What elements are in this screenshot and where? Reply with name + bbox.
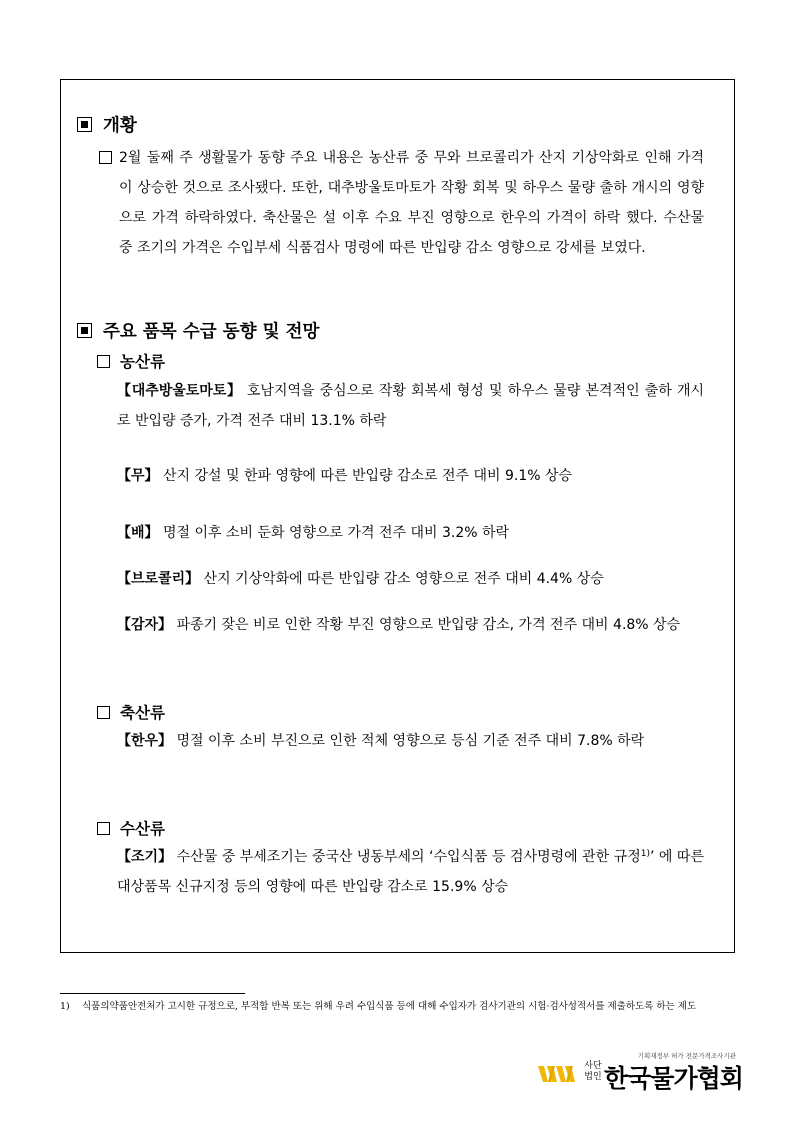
livestock-heading	[97, 701, 165, 723]
agri-item-radish	[117, 461, 704, 491]
empty-square-bullet-icon	[99, 151, 112, 164]
item-text: 산지 강설 및 한파 영향에 따른 반입량 감소로 전주 대비 9.1% 상승	[158, 468, 573, 484]
footnote	[60, 998, 735, 1015]
footnote-number: 1)	[60, 1001, 70, 1012]
logo-name: 한국물가협회	[604, 1064, 743, 1093]
item-text: 명절 이후 소비 부진으로 인한 적체 영향으로 등심 기준 전주 대비 7.8% 하락	[172, 733, 645, 749]
filled-square-bullet-icon	[77, 117, 92, 132]
fishery-item-croaker	[117, 842, 704, 902]
organization-logo	[538, 1051, 743, 1093]
overview-heading-text: 개황	[103, 116, 137, 136]
footnote-divider	[60, 993, 245, 994]
item-tag: 【감자】	[117, 617, 173, 633]
agri-item-pear	[117, 518, 704, 548]
item-tag: 【배】	[117, 525, 159, 541]
logo-corp-line1: 사단	[584, 1061, 602, 1071]
logo-mark-icon	[538, 1063, 578, 1085]
overview-paragraph	[99, 143, 704, 263]
trends-heading-text: 주요 품목 수급 동향 및 전망	[103, 322, 320, 342]
empty-square-bullet-icon	[97, 706, 110, 719]
item-text-before: 수산물 중 부세조기는 중국산 냉동부세의 ‘수입식품 등 검사명령에 관한 규정	[172, 849, 641, 865]
item-tag: 【대추방울토마토】	[117, 383, 242, 399]
livestock-heading-text: 축산류	[120, 704, 165, 722]
item-text: 호남지역을 중심으로 작황 회복세 형성 및 하우스 물량 본격적인 출하 개시로 반입량 증가, 가격 전주 대비 13.1% 하락	[117, 383, 705, 429]
item-tag: 【한우】	[117, 733, 173, 749]
item-tag: 【브로콜리】	[117, 571, 200, 587]
agri-item-broccoli	[117, 564, 704, 594]
item-text: 파종기 잦은 비로 인한 작황 부진 영향으로 반입량 감소, 가격 전주 대비 4.8% 상승	[172, 617, 681, 633]
logo-corp-label	[583, 1061, 603, 1083]
item-text: 산지 기상악화에 따른 반입량 감소 영향으로 전주 대비 4.4% 상승	[199, 571, 604, 587]
agri-item-cherry-tomato	[117, 376, 704, 436]
agri-heading-text: 농산류	[120, 353, 165, 371]
footnote-reference[interactable]: 1)	[640, 849, 650, 859]
item-tag: 【무】	[117, 468, 159, 484]
item-tag: 【조기】	[117, 849, 173, 865]
fishery-heading	[97, 817, 165, 839]
logo-corp-line2: 법인	[584, 1072, 602, 1082]
content-box	[60, 79, 735, 953]
agri-heading	[97, 350, 165, 372]
fishery-heading-text: 수산류	[120, 820, 165, 838]
agri-item-potato	[117, 610, 704, 640]
trends-heading	[77, 318, 319, 343]
overview-paragraph-text: 2월 둘째 주 생활물가 동향 주요 내용은 농산류 중 무와 브로콜리가 산지 기상악화로 인해 가격이 상승한 것으로 조사됐다. 또한, 대추방울토마토가 작황 회복 및 하우스 물량 출하 개시의 영향으로 가격 하락하였다. 축산물은 설 이후 수요 부진 영향으로 한우의 가격이 하락 했다. 수산물 중 조기의 가격은 수입부세 식품검사 명령에 따른 반입량 감소 영향으로 강세를 보였다.	[119, 150, 704, 256]
filled-square-bullet-icon	[77, 323, 92, 338]
livestock-item-hanwoo	[117, 726, 704, 756]
item-text-after: ’ 에 따른 대상품목 신규지정 등의 영향에 따른 반입량 감소로 15.9% 상승	[117, 849, 704, 895]
empty-square-bullet-icon	[97, 355, 110, 368]
item-text: 명절 이후 소비 둔화 영향으로 가격 전주 대비 3.2% 하락	[158, 525, 510, 541]
empty-square-bullet-icon	[97, 822, 110, 835]
footnote-text: 식품의약품안전처가 고시한 규정으로, 부적합 반복 또는 위해 우려 수입식품 등에 대해 수입자가 검사기관의 시험·검사성적서를 제출하도록 하는 제도	[82, 1001, 697, 1012]
overview-heading	[77, 112, 137, 137]
logo-subtitle: 기획재정부 허가 전문가격조사기관	[637, 1052, 736, 1060]
